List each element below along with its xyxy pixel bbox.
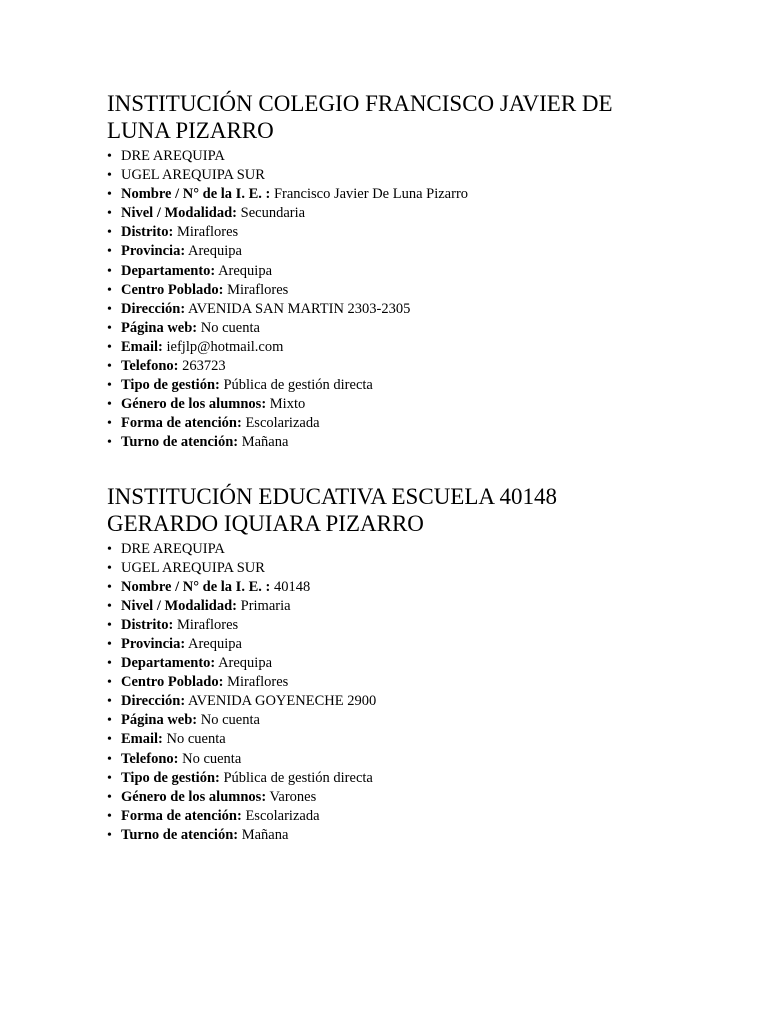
info-label: Nombre / N° de la I. E. : [121, 578, 271, 595]
info-label: Dirección: [121, 300, 186, 317]
bullet-icon: • [107, 827, 112, 843]
info-item-genero [107, 395, 707, 414]
institution-title [107, 483, 707, 537]
info-value: Arequipa [218, 262, 273, 279]
institution-title-line2: GERARDO IQUIARA PIZARRO [107, 510, 424, 536]
bullet-icon: • [107, 675, 112, 691]
institution-section [107, 483, 707, 846]
bullet-icon: • [107, 263, 112, 279]
bullet-icon: • [107, 187, 112, 203]
info-value: Escolarizada [245, 415, 320, 432]
info-value: 40148 [273, 578, 311, 595]
info-label: Centro Poblado: [121, 281, 224, 298]
institution-info-list [107, 147, 707, 453]
info-item-direccion [107, 300, 707, 319]
info-item-ugel [107, 166, 707, 185]
info-value: DRE AREQUIPA [121, 148, 225, 164]
info-label: Departamento: [121, 262, 216, 279]
info-value: Pública de gestión directa [223, 769, 373, 786]
info-item-tipo-gestion [107, 769, 707, 788]
info-value: Miraflores [176, 224, 239, 241]
info-value: UGEL AREQUIPA SUR [121, 167, 265, 184]
info-value: 263723 [182, 358, 226, 375]
info-label: Nombre / N° de la I. E. : [121, 186, 271, 203]
info-item-email [107, 730, 707, 749]
info-value: Francisco Javier De Luna Pizarro [273, 186, 469, 203]
info-item-distrito [107, 616, 707, 635]
info-label: Provincia: [121, 243, 186, 260]
info-item-genero [107, 788, 707, 807]
info-item-nombre [107, 578, 707, 597]
info-value: No cuenta [200, 712, 260, 729]
info-item-nivel [107, 204, 707, 223]
bullet-icon: • [107, 617, 112, 633]
bullet-icon: • [107, 397, 112, 413]
info-item-provincia [107, 635, 707, 654]
info-item-distrito [107, 223, 707, 242]
info-item-dre [107, 540, 707, 559]
bullet-icon: • [107, 339, 112, 355]
info-value: Miraflores [227, 674, 289, 691]
info-value: Escolarizada [245, 807, 320, 824]
bullet-icon: • [107, 636, 112, 652]
info-item-nivel [107, 597, 707, 616]
info-item-pagina-web [107, 711, 707, 730]
info-value: DRE AREQUIPA [121, 540, 225, 557]
info-value: No cuenta [182, 750, 242, 767]
info-item-forma-atencion [107, 414, 707, 433]
info-label: Tipo de gestión: [121, 769, 220, 786]
info-label: Género de los alumnos: [121, 396, 267, 413]
info-value: Arequipa [188, 243, 242, 260]
document-page [107, 90, 707, 845]
bullet-icon: • [107, 560, 112, 576]
bullet-icon: • [107, 416, 112, 432]
institution-section [107, 90, 707, 453]
info-value: Miraflores [227, 281, 289, 298]
info-label: Género de los alumnos: [121, 788, 267, 805]
bullet-icon: • [107, 359, 112, 375]
info-item-pagina-web [107, 319, 707, 338]
info-value: Mixto [269, 396, 306, 413]
institution-title-line2: LUNA PIZARRO [107, 118, 274, 143]
institution-info-list [107, 540, 707, 846]
info-value: AVENIDA GOYENECHE 2900 [187, 693, 377, 710]
info-label: Centro Poblado: [121, 674, 224, 691]
info-value: AVENIDA SAN MARTIN 2303-2305 [187, 300, 411, 317]
info-label: Forma de atención: [121, 415, 242, 432]
info-item-direccion [107, 692, 707, 711]
info-label: Departamento: [121, 655, 216, 672]
info-item-forma-atencion [107, 807, 707, 826]
info-value: No cuenta [166, 731, 226, 748]
info-label: Turno de atención: [121, 434, 239, 451]
info-label: Página web: [121, 319, 198, 336]
info-value: Mañana [241, 826, 289, 843]
info-value: Miraflores [176, 616, 239, 633]
info-item-provincia [107, 242, 707, 261]
bullet-icon: • [107, 732, 112, 748]
info-label: Provincia: [121, 635, 186, 652]
bullet-icon: • [107, 694, 112, 710]
info-item-telefono [107, 750, 707, 769]
info-label: Telefono: [121, 750, 179, 767]
info-label: Dirección: [121, 693, 186, 710]
info-item-departamento [107, 654, 707, 673]
info-value: Secundaria [240, 205, 306, 222]
info-item-turno-atencion [107, 826, 707, 845]
bullet-icon: • [107, 301, 112, 317]
info-value: Arequipa [218, 655, 273, 672]
info-item-tipo-gestion [107, 376, 707, 395]
bullet-icon: • [107, 206, 112, 222]
info-label: Nivel / Modalidad: [121, 597, 238, 614]
bullet-icon: • [107, 168, 112, 184]
info-value: iefjlp@hotmail.com [166, 338, 284, 355]
info-label: Email: [121, 731, 163, 748]
info-label: Nivel / Modalidad: [121, 205, 238, 222]
bullet-icon: • [107, 149, 112, 164]
bullet-icon: • [107, 808, 112, 824]
info-label: Email: [121, 338, 163, 355]
info-item-nombre [107, 185, 707, 204]
info-label: Distrito: [121, 224, 174, 241]
bullet-icon: • [107, 713, 112, 729]
bullet-icon: • [107, 282, 112, 298]
bullet-icon: • [107, 378, 112, 394]
bullet-icon: • [107, 435, 112, 451]
bullet-icon: • [107, 225, 112, 241]
info-value: Arequipa [188, 635, 242, 652]
info-label: Distrito: [121, 616, 174, 633]
info-value: Pública de gestión directa [223, 377, 373, 394]
info-item-centro-poblado [107, 673, 707, 692]
info-item-turno-atencion [107, 433, 707, 452]
institution-title-line1: INSTITUCIÓN COLEGIO FRANCISCO JAVIER DE [107, 91, 613, 116]
bullet-icon: • [107, 244, 112, 260]
bullet-icon: • [107, 789, 112, 805]
bullet-icon: • [107, 751, 112, 767]
info-item-ugel [107, 559, 707, 578]
info-value: Mañana [241, 434, 289, 451]
bullet-icon: • [107, 320, 112, 336]
info-item-email [107, 338, 707, 357]
info-item-telefono [107, 357, 707, 376]
info-value: No cuenta [200, 319, 260, 336]
info-value: Varones [269, 788, 317, 805]
info-item-departamento [107, 262, 707, 281]
bullet-icon: • [107, 579, 112, 595]
institution-title-line1: INSTITUCIÓN EDUCATIVA ESCUELA 40148 [107, 483, 557, 509]
info-item-dre [107, 147, 707, 166]
info-item-centro-poblado [107, 281, 707, 300]
bullet-icon: • [107, 541, 112, 557]
info-value: UGEL AREQUIPA SUR [121, 559, 265, 576]
info-label: Telefono: [121, 358, 179, 375]
info-value: Primaria [240, 597, 291, 614]
info-label: Forma de atención: [121, 807, 242, 824]
bullet-icon: • [107, 656, 112, 672]
info-label: Turno de atención: [121, 826, 239, 843]
bullet-icon: • [107, 770, 112, 786]
info-label: Tipo de gestión: [121, 377, 220, 394]
info-label: Página web: [121, 712, 198, 729]
bullet-icon: • [107, 598, 112, 614]
institution-title [107, 90, 707, 144]
